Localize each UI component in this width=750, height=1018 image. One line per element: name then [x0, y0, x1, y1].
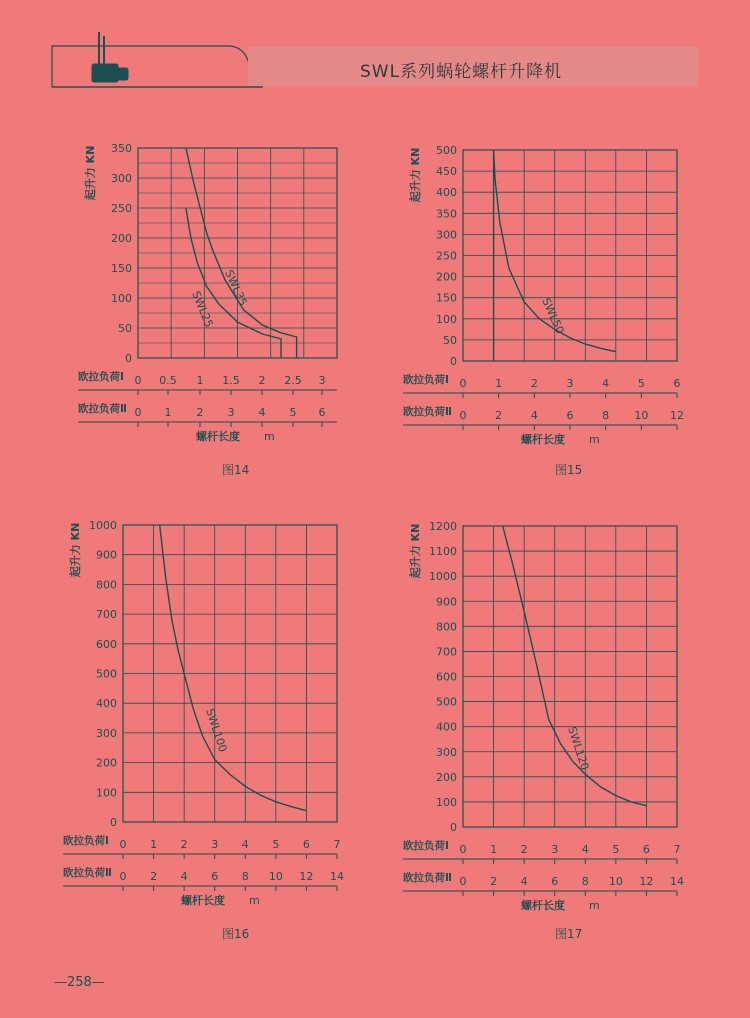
euler-load-2-tick-label: 8 [581, 875, 589, 888]
figure-caption-14: 图14 [222, 463, 250, 477]
euler-load-1-tick-label: 4 [241, 838, 249, 851]
euler-load-1-tick-label: 1 [196, 374, 204, 387]
euler-load-1-tick-label: 5 [612, 843, 620, 856]
y-tick-label: 300 [111, 172, 132, 185]
euler-load-2-tick-label: 6 [566, 409, 574, 422]
euler-load-2-tick-label: 6 [318, 406, 326, 419]
euler-load-2-tick-label: 10 [608, 875, 623, 888]
y-tick-label: 250 [436, 249, 457, 263]
y-axis-label: 起升力 KN [409, 147, 422, 203]
y-tick-label: 900 [436, 595, 457, 609]
y-tick-label: 350 [111, 142, 132, 155]
x-axis-label: 螺杆长度 [521, 433, 565, 446]
y-tick-label: 200 [96, 756, 117, 770]
euler-load-2-tick-label: 2 [495, 409, 503, 422]
euler-load-2-tick-label: 12 [670, 409, 684, 422]
euler-load-2-tick-label: 12 [639, 875, 654, 888]
figure-caption-16: 图16 [222, 927, 250, 941]
euler-load-2-tick-label: 1 [164, 406, 172, 419]
y-axis-label: 起升力 KN [409, 523, 422, 579]
euler-load-1-tick-label: 7 [333, 838, 341, 851]
y-tick-label: 400 [436, 186, 457, 200]
y-tick-label: 700 [436, 645, 457, 659]
euler-load-2-tick-label: 4 [258, 406, 266, 419]
euler-load-2-tick-label: 5 [289, 406, 297, 419]
euler-load-1-tick-label: 1 [495, 377, 503, 390]
euler-load-2-tick-label: 4 [530, 409, 538, 422]
euler-load-1-label: 欧拉负荷Ⅰ [63, 835, 109, 847]
y-tick-label: 1000 [89, 519, 117, 532]
y-tick-label: 150 [111, 262, 132, 275]
euler-load-1-tick-label: 1 [490, 843, 498, 856]
y-tick-label: 500 [436, 695, 457, 709]
euler-load-1-tick-label: 3 [211, 838, 219, 851]
y-tick-label: 1000 [429, 570, 457, 584]
figure-caption-15: 图15 [555, 463, 583, 477]
euler-load-2-tick-label: 0 [459, 875, 467, 888]
euler-load-1-tick-label: 3 [318, 374, 326, 387]
euler-load-2-tick-label: 2 [490, 875, 498, 888]
euler-load-1-tick-label: 4 [581, 843, 589, 856]
figure-caption-17: 图17 [555, 927, 583, 941]
euler-load-2-tick-label: 0 [119, 870, 127, 883]
y-tick-label: 400 [96, 697, 117, 711]
euler-load-2-tick-label: 12 [299, 870, 314, 883]
y-tick-label: 250 [111, 202, 132, 215]
euler-load-1-tick-label: 5 [637, 377, 645, 390]
euler-load-2-tick-label: 0 [459, 409, 467, 422]
series-label-swl50: SWL50 [539, 295, 567, 336]
euler-load-2-tick-label: 2 [150, 870, 158, 883]
euler-load-2-tick-label: 4 [520, 875, 528, 888]
euler-load-1-tick-label: 2.5 [284, 374, 302, 387]
y-tick-label: 300 [436, 745, 457, 759]
euler-load-2-tick-label: 8 [602, 409, 610, 422]
euler-load-2-tick-label: 4 [180, 870, 188, 883]
y-tick-label: 150 [436, 291, 457, 305]
y-tick-label: 1100 [429, 545, 457, 559]
y-axis-label: 起升力 KN [69, 522, 82, 578]
y-tick-label: 700 [96, 608, 117, 622]
y-tick-label: 500 [96, 667, 117, 681]
x-axis-unit: m [249, 894, 260, 907]
euler-load-2-tick-label: 3 [227, 406, 235, 419]
euler-load-1-label: 欧拉负荷Ⅰ [403, 840, 449, 852]
y-tick-label: 400 [436, 720, 457, 734]
y-tick-label: 100 [96, 786, 117, 800]
y-tick-label: 900 [96, 548, 117, 562]
y-tick-label: 200 [111, 232, 132, 245]
y-tick-label: 300 [96, 726, 117, 740]
euler-load-2-tick-label: 6 [551, 875, 559, 888]
series-label-swl120: SWL120 [565, 724, 592, 772]
y-tick-label: 100 [436, 312, 457, 326]
euler-load-1-tick-label: 5 [272, 838, 280, 851]
euler-load-1-tick-label: 3 [551, 843, 559, 856]
euler-load-2-label: 欧拉负荷Ⅱ [63, 867, 112, 879]
y-tick-label: 100 [111, 292, 132, 305]
y-tick-label: 0 [125, 352, 132, 365]
euler-load-1-tick-label: 2 [520, 843, 528, 856]
y-tick-label: 200 [436, 270, 457, 284]
euler-load-1-tick-label: 0 [459, 377, 467, 390]
euler-load-2-tick-label: 10 [634, 409, 649, 422]
euler-load-2-tick-label: 10 [268, 870, 283, 883]
page-number: —258— [54, 975, 105, 990]
euler-load-1-tick-label: 6 [302, 838, 310, 851]
euler-load-1-tick-label: 0 [459, 843, 467, 856]
euler-load-1-label: 欧拉负荷Ⅰ [78, 371, 124, 383]
page-title: SWL系列蜗轮螺杆升降机 [360, 62, 563, 82]
y-tick-label: 300 [436, 228, 457, 242]
y-tick-label: 100 [436, 795, 457, 809]
euler-load-2-label: 欧拉负荷Ⅱ [403, 406, 452, 418]
y-axis-label: 起升力 KN [84, 145, 97, 201]
euler-load-2-label: 欧拉负荷Ⅱ [403, 872, 452, 884]
euler-load-1-tick-label: 2 [258, 374, 266, 387]
euler-load-2-tick-label: 14 [670, 875, 684, 888]
y-tick-label: 0 [450, 355, 457, 368]
y-tick-label: 50 [443, 333, 457, 347]
euler-load-1-label: 欧拉负荷Ⅰ [403, 374, 449, 386]
euler-load-2-tick-label: 2 [196, 406, 204, 419]
euler-load-1-tick-label: 6 [673, 377, 681, 390]
series-label-swl35: SWL35 [222, 267, 250, 308]
y-tick-label: 0 [110, 816, 117, 829]
euler-load-1-tick-label: 7 [673, 843, 681, 856]
y-tick-label: 600 [436, 670, 457, 684]
y-tick-label: 800 [96, 578, 117, 592]
euler-load-2-tick-label: 0 [134, 406, 142, 419]
series-label-swl100: SWL100 [203, 706, 230, 754]
euler-load-1-tick-label: 1 [150, 838, 158, 851]
euler-load-1-tick-label: 0 [119, 838, 127, 851]
x-axis-label: 螺杆长度 [181, 894, 225, 907]
euler-load-1-tick-label: 3 [566, 377, 574, 390]
y-tick-label: 500 [436, 144, 457, 157]
euler-load-1-tick-label: 1.5 [222, 374, 240, 387]
x-axis-unit: m [264, 430, 275, 443]
x-axis-label: 螺杆长度 [521, 899, 565, 912]
y-tick-label: 200 [436, 770, 457, 784]
y-tick-label: 600 [96, 637, 117, 651]
euler-load-1-tick-label: 2 [180, 838, 188, 851]
x-axis-unit: m [589, 433, 600, 446]
y-tick-label: 450 [436, 165, 457, 179]
y-tick-label: 1200 [429, 520, 457, 533]
euler-load-2-label: 欧拉负荷Ⅱ [78, 403, 127, 415]
euler-load-1-tick-label: 6 [642, 843, 650, 856]
euler-load-2-tick-label: 8 [241, 870, 249, 883]
x-axis-unit: m [589, 899, 600, 912]
y-tick-label: 350 [436, 207, 457, 221]
y-tick-label: 50 [118, 322, 132, 335]
euler-load-1-tick-label: 4 [602, 377, 610, 390]
series-label-swl25: SWL25 [189, 289, 216, 330]
x-axis-label: 螺杆长度 [196, 430, 240, 443]
y-tick-label: 800 [436, 620, 457, 634]
euler-load-1-tick-label: 0.5 [159, 374, 177, 387]
euler-load-1-tick-label: 2 [530, 377, 538, 390]
euler-load-2-tick-label: 14 [330, 870, 344, 883]
euler-load-1-tick-label: 0 [134, 374, 142, 387]
euler-load-2-tick-label: 6 [211, 870, 219, 883]
y-tick-label: 0 [450, 821, 457, 834]
